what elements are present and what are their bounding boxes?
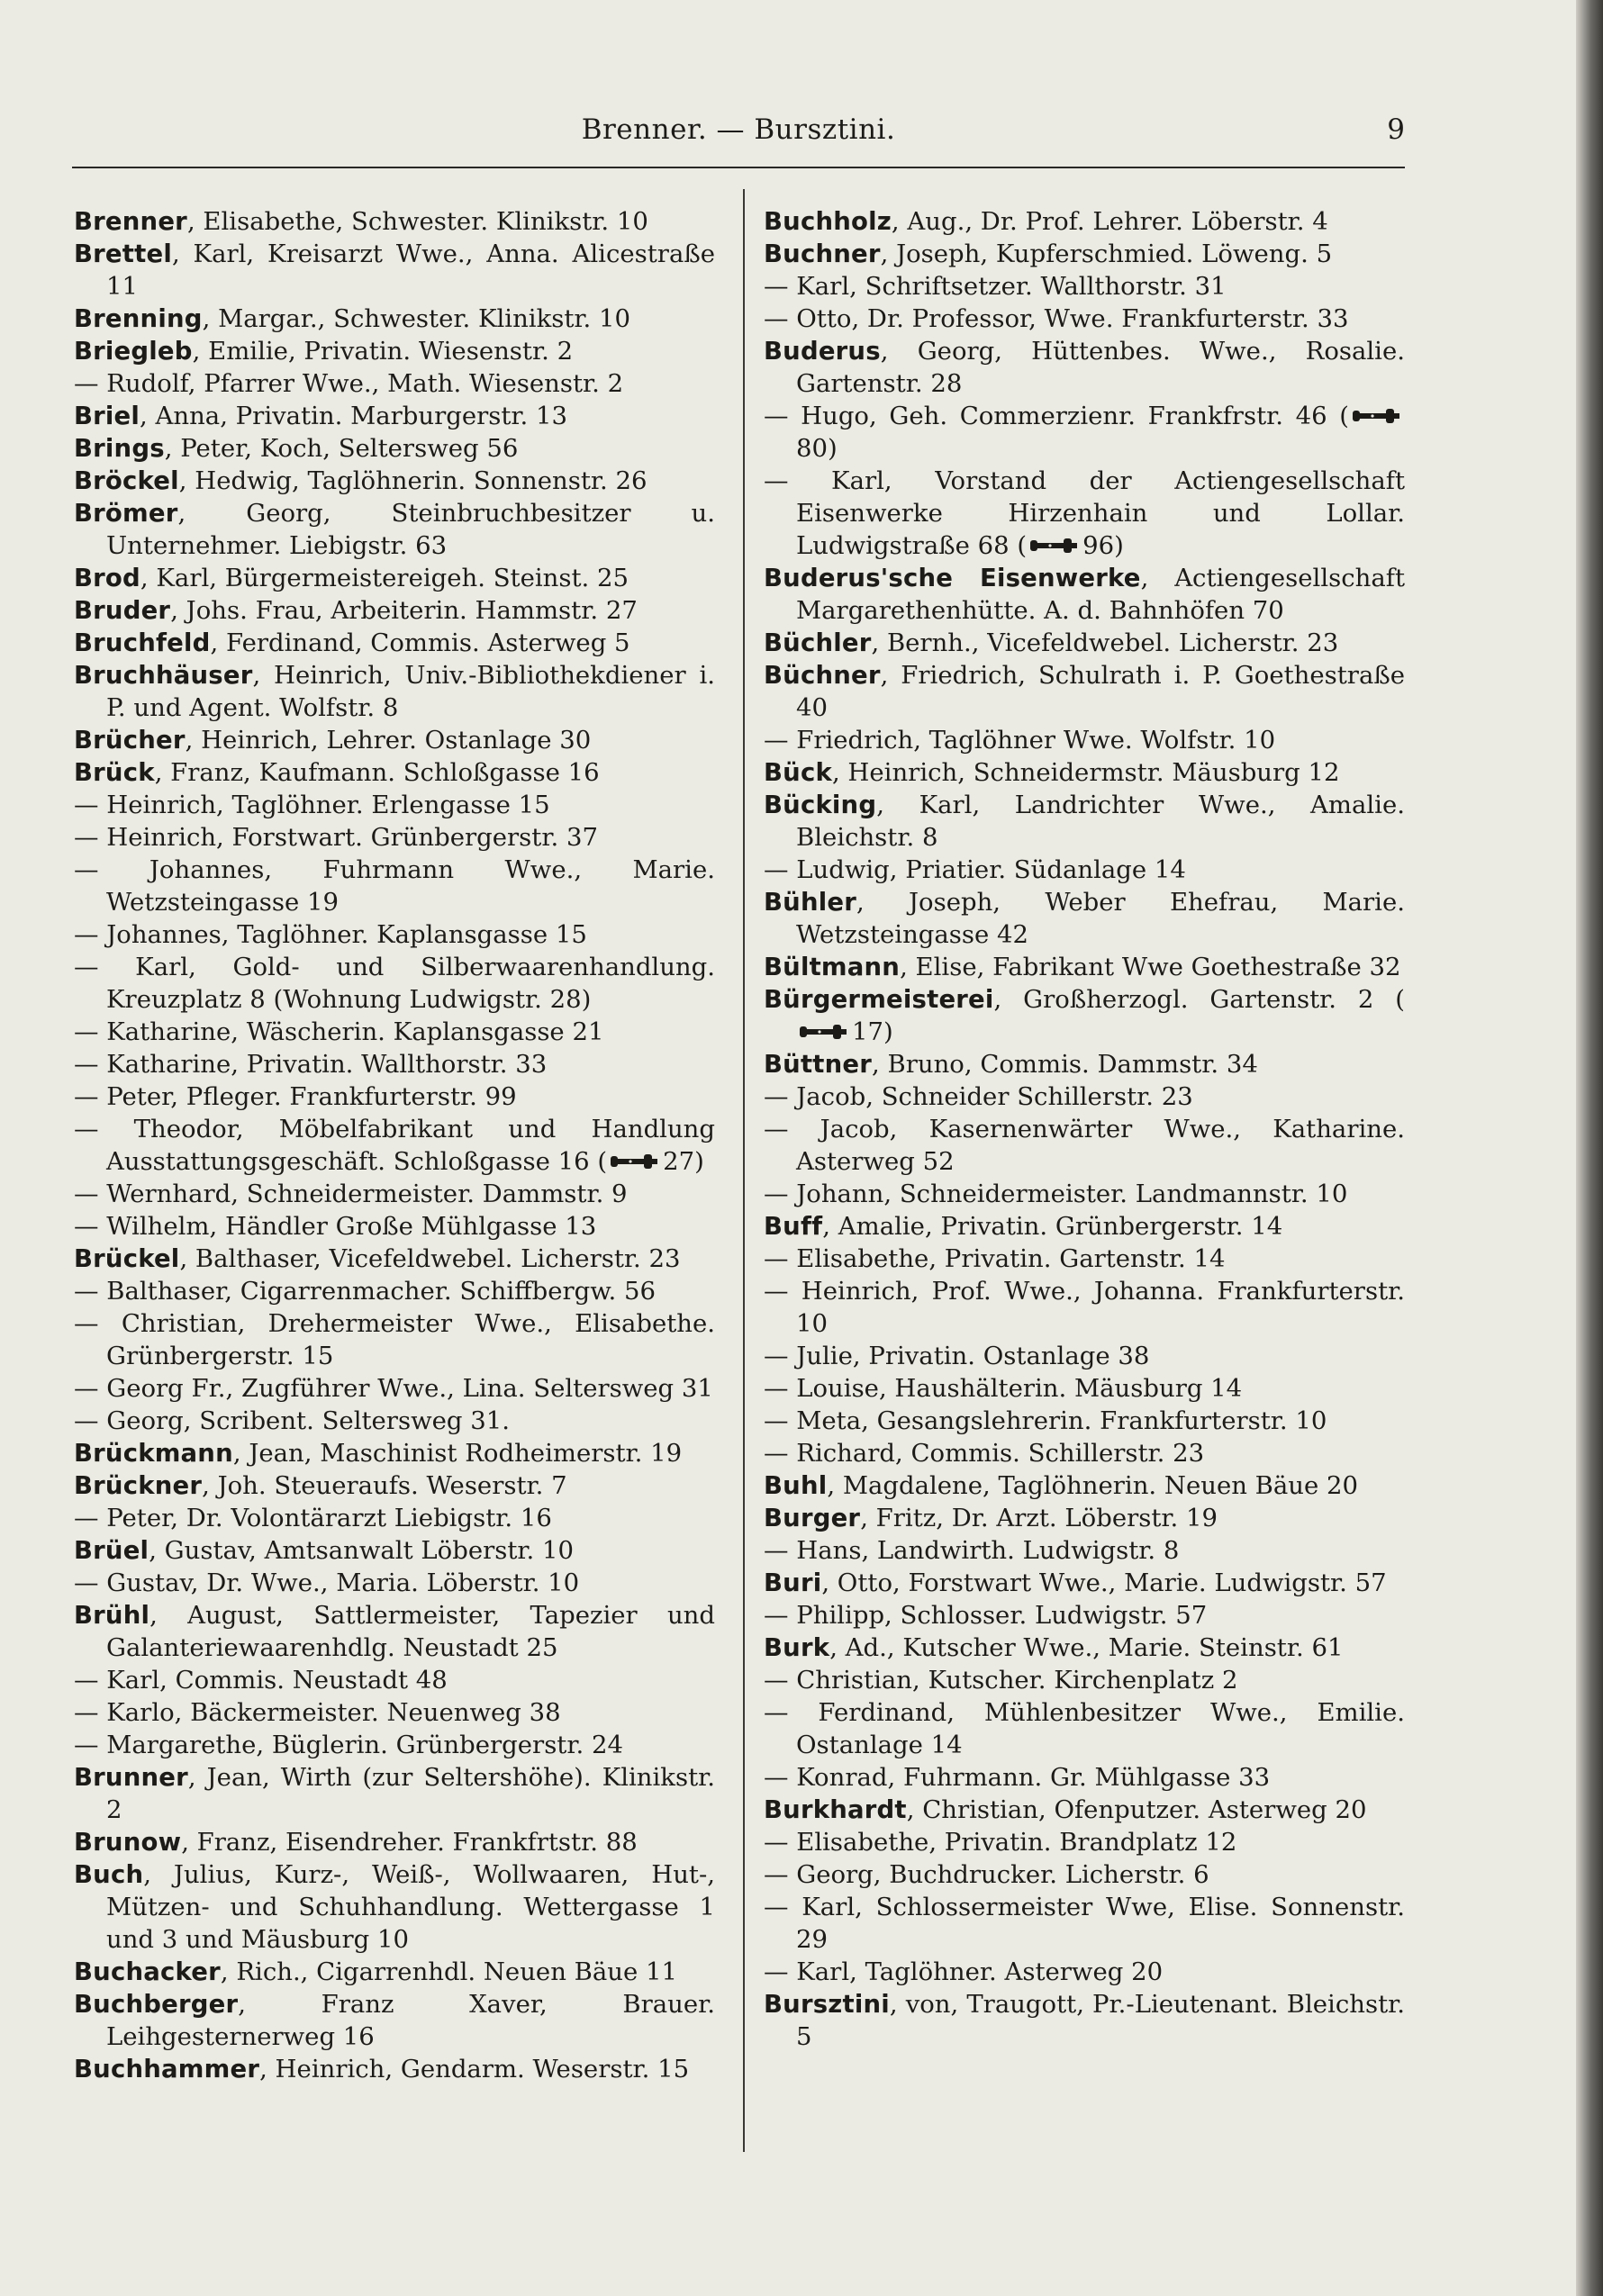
- entry-details: — Georg Fr., Zugführer Wwe., Lina. Seltersweg 31: [74, 1374, 713, 1403]
- telephone-number: 96: [1082, 531, 1115, 560]
- entry-surname: Buchholz: [764, 207, 892, 236]
- entry-surname: Burk: [764, 1633, 830, 1662]
- entry-details: — Karl, Schlossermeister Wwe, Elise. Sonnenstr. 29: [764, 1893, 1405, 1954]
- directory-entry: [764, 627, 1405, 659]
- entry-details: , Julius, Kurz-, Weiß-, Wollwaaren, Hut-, Mützen- und Schuhhandlung. Wettergasse 1 und 3 und Mäusburg 10: [106, 1860, 715, 1954]
- directory-entry: [764, 951, 1405, 983]
- entry-details: — Katharine, Wäscherin. Kaplansgasse 21: [74, 1017, 604, 1046]
- entry-surname: Bürgermeisterei: [764, 985, 994, 1014]
- entry-details: , Friedrich, Schulrath i. P. Goethestraße 40: [796, 661, 1405, 722]
- directory-entry: [764, 303, 1405, 335]
- entry-details: — Karl, Taglöhner. Asterweg 20: [764, 1957, 1164, 1986]
- entry-details: , Christian, Ofenputzer. Asterweg 20: [906, 1795, 1367, 1824]
- entry-surname: Bültmann: [764, 953, 901, 981]
- entry-details: — Richard, Commis. Schillerstr. 23: [764, 1439, 1205, 1468]
- directory-entry: [764, 1113, 1405, 1178]
- entry-details: , Franz, Kaufmann. Schloßgasse 16: [154, 758, 600, 787]
- directory-entry: [74, 1729, 715, 1761]
- directory-entry: [74, 1210, 715, 1243]
- entry-details: , Joseph, Weber Ehefrau, Marie. Wetzsteingasse 42: [796, 888, 1405, 949]
- directory-entry: [74, 1048, 715, 1080]
- directory-entry: [74, 1275, 715, 1307]
- entry-details: — Ludwig, Priatier. Südanlage 14: [764, 855, 1186, 884]
- directory-entry: [74, 1405, 715, 1437]
- directory-entry: [74, 205, 715, 238]
- entry-surname: Brüel: [74, 1536, 149, 1565]
- directory-entry: [764, 562, 1405, 627]
- entry-surname: Bruder: [74, 596, 171, 625]
- directory-entry: [74, 238, 715, 303]
- directory-entry: [764, 1567, 1405, 1599]
- directory-entry: [764, 1437, 1405, 1469]
- entry-surname: Buchacker: [74, 1957, 221, 1986]
- directory-entry: — Karl, Vorstand der Actiengesellschaft Eisenwerke Hirzenhain und Lollar. Ludwigstraße 68 ( 96): [764, 466, 1405, 560]
- entry-details: , Amalie, Privatin. Grünbergerstr. 14: [822, 1212, 1283, 1241]
- entry-details: , Bernh., Vicefeldwebel. Licherstr. 23: [871, 628, 1339, 657]
- entry-details: — Heinrich, Forstwart. Grünbergerstr. 37: [74, 823, 598, 852]
- directory-entry: [764, 1632, 1405, 1664]
- entry-details: — Ferdinand, Mühlenbesitzer Wwe., Emilie. Ostanlage 14: [764, 1698, 1405, 1759]
- entry-details: , von, Traugott, Pr.-Lieutenant. Bleichstr. 5: [796, 1990, 1405, 2051]
- entry-details: , August, Sattlermeister, Tapezier und Galanteriewaarenhdlg. Neustadt 25: [106, 1601, 715, 1662]
- directory-entry: [764, 335, 1405, 400]
- entry-details: , Heinrich, Univ.-Bibliothekdiener i. P. und Agent. Wolfstr. 8: [106, 661, 715, 722]
- directory-entry: [74, 1016, 715, 1048]
- entry-details: , Rich., Cigarrenhdl. Neuen Bäue 11: [220, 1957, 677, 1986]
- entry-surname: Büchler: [764, 628, 872, 657]
- directory-entry: [764, 1210, 1405, 1243]
- entry-surname: Buhl: [764, 1471, 828, 1500]
- entry-details: — Johannes, Fuhrmann Wwe., Marie. Wetzsteingasse 19: [74, 855, 715, 917]
- directory-entry: [74, 1664, 715, 1696]
- telephone-icon: [609, 1152, 659, 1171]
- entry-surname: Buchberger: [74, 1990, 239, 2019]
- entry-surname: Brunner: [74, 1763, 188, 1792]
- entry-details: — Louise, Haushälterin. Mäusburg 14: [764, 1374, 1243, 1403]
- entry-details: , Magdalene, Taglöhnerin. Neuen Bäue 20: [827, 1471, 1359, 1500]
- entry-details: — Johannes, Taglöhner. Kaplansgasse 15: [74, 920, 587, 949]
- directory-entry: [764, 1243, 1405, 1275]
- entry-surname: Buderus: [764, 337, 881, 366]
- entry-details: , Joh. Steueraufs. Weserstr. 7: [202, 1471, 567, 1500]
- directory-entry: [764, 1664, 1405, 1696]
- directory-entry: [764, 1858, 1405, 1891]
- column-left: [74, 205, 715, 2085]
- column-right: [764, 205, 1405, 2053]
- entry-details: , Anna, Privatin. Marburgerstr. 13: [140, 402, 568, 430]
- entry-surname: Brettel: [74, 240, 172, 268]
- directory-entry: [764, 1469, 1405, 1502]
- entry-surname: Brücher: [74, 726, 186, 755]
- directory-entry: [764, 756, 1405, 789]
- entry-surname: Burger: [764, 1504, 861, 1532]
- entry-details: — Theodor, Möbelfabrikant und Handlung Ausstattungsgeschäft. Schloßgasse 16: [74, 1115, 715, 1176]
- directory-entry: [764, 1794, 1405, 1826]
- directory-entry: [74, 432, 715, 465]
- directory-entry: [764, 1534, 1405, 1567]
- entry-details: , Bruno, Commis. Dammstr. 34: [872, 1050, 1258, 1079]
- entry-details: , Gustav, Amtsanwalt Löberstr. 10: [149, 1536, 574, 1565]
- entry-details: , Heinrich, Gendarm. Weserstr. 15: [259, 2055, 690, 2084]
- directory-entry: [764, 1178, 1405, 1210]
- entry-details: , Georg, Hüttenbes. Wwe., Rosalie. Gartenstr. 28: [796, 337, 1405, 398]
- entry-surname: Burkhardt: [764, 1795, 907, 1824]
- directory-entry: [74, 497, 715, 562]
- directory-entry: [764, 1988, 1405, 2053]
- entry-details: — Johann, Schneidermeister. Landmannstr. 10: [764, 1180, 1348, 1208]
- book-binding-edge: [1576, 0, 1603, 2296]
- entry-details: — Philipp, Schlosser. Ludwigstr. 57: [764, 1601, 1208, 1630]
- entry-details: , Margar., Schwester. Klinikstr. 10: [202, 304, 631, 333]
- entry-details: , Hedwig, Taglöhnerin. Sonnenstr. 26: [178, 466, 648, 495]
- directory-entry: Bürgermeisterei, Großherzogl. Gartenstr. 2 ( 17): [764, 985, 1405, 1046]
- entry-details: — Wernhard, Schneidermeister. Dammstr. 9: [74, 1180, 628, 1208]
- page-number: 9: [1387, 113, 1405, 146]
- directory-entry: [764, 1696, 1405, 1761]
- entry-surname: Brückner: [74, 1471, 203, 1500]
- entry-surname: Brod: [74, 564, 140, 592]
- entry-details: , Karl, Landrichter Wwe., Amalie. Bleichstr. 8: [796, 791, 1405, 852]
- entry-surname: Brückmann: [74, 1439, 233, 1468]
- entry-details: , Aug., Dr. Prof. Lehrer. Löberstr. 4: [891, 207, 1328, 236]
- entry-surname: Buchner: [764, 240, 881, 268]
- telephone-icon: [798, 1022, 848, 1042]
- directory-entry: [74, 1761, 715, 1826]
- directory-entry: [74, 1307, 715, 1372]
- directory-entry: [74, 951, 715, 1016]
- entry-surname: Brühl: [74, 1601, 150, 1630]
- directory-entry: — Hugo, Geh. Commerzienr. Frankfrstr. 46 ( 80): [764, 400, 1405, 465]
- entry-details: , Ad., Kutscher Wwe., Marie. Steinstr. 61: [829, 1633, 1344, 1662]
- directory-entry: [74, 1243, 715, 1275]
- directory-entry: [764, 1372, 1405, 1405]
- entry-details: , Jean, Maschinist Rodheimerstr. 19: [232, 1439, 683, 1468]
- entry-details: — Rudolf, Pfarrer Wwe., Math. Wiesenstr. 2: [74, 369, 624, 398]
- directory-entry: [764, 1956, 1405, 1988]
- directory-entry: [74, 1826, 715, 1858]
- entry-details: , Heinrich, Lehrer. Ostanlage 30: [185, 726, 592, 755]
- directory-entry: [74, 1599, 715, 1664]
- directory-entry: [764, 238, 1405, 270]
- directory-entry: [74, 1858, 715, 1956]
- entry-details: , Heinrich, Schneidermstr. Mäusburg 12: [831, 758, 1340, 787]
- directory-entry: [764, 1340, 1405, 1372]
- directory-entry: [74, 627, 715, 659]
- entry-surname: Buri: [764, 1568, 822, 1597]
- directory-entry: [74, 1988, 715, 2053]
- entry-surname: Buch: [74, 1860, 144, 1889]
- entry-details: — Konrad, Fuhrmann. Gr. Mühlgasse 33: [764, 1763, 1271, 1792]
- entry-details: — Karl, Schriftsetzer. Wallthorstr. 31: [764, 272, 1227, 301]
- page-header: [72, 106, 1405, 160]
- directory-entry: [764, 1826, 1405, 1858]
- entry-details: — Otto, Dr. Professor, Wwe. Frankfurterstr. 33: [764, 304, 1349, 333]
- directory-entry: [74, 724, 715, 756]
- entry-surname: Büchner: [764, 661, 881, 690]
- entry-surname: Buchhammer: [74, 2055, 260, 2084]
- entry-surname: Briegleb: [74, 337, 193, 366]
- header-rule: [72, 167, 1405, 168]
- entry-details: — Balthaser, Cigarrenmacher. Schiffbergw. 56: [74, 1277, 657, 1306]
- directory-entry: [74, 821, 715, 854]
- entry-surname: Bühler: [764, 888, 856, 917]
- directory-entry: [764, 1275, 1405, 1340]
- directory-entry: [74, 918, 715, 951]
- entry-surname: Bursztini: [764, 1990, 890, 2019]
- directory-entry: [74, 1567, 715, 1599]
- directory-entry: [74, 1372, 715, 1405]
- directory-entry: [74, 1469, 715, 1502]
- entry-details: — Hans, Landwirth. Ludwigstr. 8: [764, 1536, 1180, 1565]
- directory-entry: [74, 756, 715, 789]
- directory-entry: [74, 562, 715, 594]
- entry-surname: Bücking: [764, 791, 877, 819]
- entry-surname: Brückel: [74, 1244, 180, 1273]
- entry-details: , Franz Xaver, Brauer. Leihgesternerweg 16: [106, 1990, 715, 2051]
- directory-entry: [74, 335, 715, 367]
- entry-surname: Büttner: [764, 1050, 873, 1079]
- directory-entry: [764, 724, 1405, 756]
- entry-surname: Brenning: [74, 304, 203, 333]
- entry-surname: Bruchhäuser: [74, 661, 253, 690]
- entry-details: , Otto, Forstwart Wwe., Marie. Ludwigstr. 57: [821, 1568, 1387, 1597]
- directory-entry: [764, 659, 1405, 724]
- directory-entry: [764, 205, 1405, 238]
- directory-entry: — Theodor, Möbelfabrikant und Handlung Ausstattungsgeschäft. Schloßgasse 16 ( 27): [74, 1115, 715, 1176]
- telephone-icon: [1351, 406, 1401, 426]
- telephone-number: 80: [796, 434, 828, 463]
- entry-details: — Georg, Buchdrucker. Licherstr. 6: [764, 1860, 1209, 1889]
- directory-entry: [764, 1048, 1405, 1080]
- entry-details: — Friedrich, Taglöhner Wwe. Wolfstr. 10: [764, 726, 1276, 755]
- entry-surname: Bröckel: [74, 466, 179, 495]
- entry-details: , Elisabethe, Schwester. Klinikstr. 10: [186, 207, 648, 236]
- entry-surname: Brunow: [74, 1828, 182, 1857]
- directory-entry: [764, 886, 1405, 951]
- telephone-number: 17: [852, 1017, 883, 1046]
- entry-surname: Brenner: [74, 207, 187, 236]
- entry-surname: Briel: [74, 402, 140, 430]
- entry-details: — Elisabethe, Privatin. Gartenstr. 14: [764, 1244, 1226, 1273]
- entry-surname: Brömer: [74, 499, 178, 528]
- entry-surname: Bück: [764, 758, 832, 787]
- column-divider: [743, 189, 745, 2152]
- directory-entry: [74, 1696, 715, 1729]
- entry-details: , Emilie, Privatin. Wiesenstr. 2: [192, 337, 574, 366]
- directory-entry: [74, 465, 715, 497]
- entry-details: — Wilhelm, Händler Große Mühlgasse 13: [74, 1212, 597, 1241]
- entry-surname: Bruchfeld: [74, 628, 211, 657]
- entry-details: — Heinrich, Taglöhner. Erlengasse 15: [74, 791, 550, 819]
- directory-entry: [74, 400, 715, 432]
- entry-details: , Joseph, Kupferschmied. Löweng. 5: [880, 240, 1333, 268]
- entry-surname: Brück: [74, 758, 155, 787]
- entry-details: , Elise, Fabrikant Wwe Goethestraße 32: [900, 953, 1401, 981]
- telephone-icon: [1028, 536, 1079, 556]
- entry-details: — Elisabethe, Privatin. Brandplatz 12: [764, 1828, 1237, 1857]
- entry-details: , Ferdinand, Commis. Asterweg 5: [210, 628, 630, 657]
- directory-entry: [764, 789, 1405, 854]
- directory-entry: [764, 1761, 1405, 1794]
- entry-details: — Peter, Dr. Volontärarzt Liebigstr. 16: [74, 1504, 552, 1532]
- entry-details: — Christian, Drehermeister Wwe., Elisabethe. Grünbergerstr. 15: [74, 1309, 715, 1370]
- telephone-number: 27: [663, 1147, 695, 1176]
- entry-details: , Actiengesellschaft Margarethenhütte. A. d. Bahnhöfen 70: [796, 564, 1405, 625]
- directory-entry: [74, 789, 715, 821]
- entry-surname: Brings: [74, 434, 165, 463]
- entry-details: , Franz, Eisendreher. Frankfrtstr. 88: [181, 1828, 638, 1857]
- entry-details: , Georg, Steinbruchbesitzer u. Unternehmer. Liebigstr. 63: [106, 499, 715, 560]
- directory-entry: [74, 594, 715, 627]
- directory-entry: [74, 1437, 715, 1469]
- entry-details: — Heinrich, Prof. Wwe., Johanna. Frankfurterstr. 10: [764, 1277, 1405, 1338]
- entry-details: , Balthaser, Vicefeldwebel. Licherstr. 23: [179, 1244, 681, 1273]
- entry-details: , Fritz, Dr. Arzt. Löberstr. 19: [860, 1504, 1218, 1532]
- entry-details: — Christian, Kutscher. Kirchenplatz 2: [764, 1666, 1238, 1695]
- entry-details: — Peter, Pfleger. Frankfurterstr. 99: [74, 1082, 517, 1111]
- entry-details: — Hugo, Geh. Commerzienr. Frankfrstr. 46: [764, 402, 1327, 430]
- directory-entry: [74, 1080, 715, 1113]
- entry-details: — Karlo, Bäckermeister. Neuenweg 38: [74, 1698, 561, 1727]
- directory-entry: [74, 2053, 715, 2085]
- directory-entry: [74, 1956, 715, 1988]
- entry-details: — Meta, Gesangslehrerin. Frankfurterstr. 10: [764, 1406, 1327, 1435]
- entry-details: , Jean, Wirth (zur Seltershöhe). Klinikstr. 2: [106, 1763, 715, 1824]
- entry-details: — Gustav, Dr. Wwe., Maria. Löberstr. 10: [74, 1568, 580, 1597]
- directory-entry: [74, 1178, 715, 1210]
- entry-details: , Johs. Frau, Arbeiterin. Hammstr. 27: [170, 596, 638, 625]
- entry-details: , Karl, Bürgermeistereigeh. Steinst. 25: [140, 564, 629, 592]
- entry-details: — Georg, Scribent. Seltersweg 31.: [74, 1406, 510, 1435]
- directory-entry: [764, 1599, 1405, 1632]
- directory-entry: [764, 1891, 1405, 1956]
- directory-entry: [764, 1080, 1405, 1113]
- entry-details: — Jacob, Schneider Schillerstr. 23: [764, 1082, 1193, 1111]
- entry-details: — Karl, Vorstand der Actiengesellschaft Eisenwerke Hirzenhain und Lollar. Ludwigstraße 68: [764, 466, 1405, 560]
- entry-details: — Karl, Gold- und Silberwaarenhandlung. Kreuzplatz 8 (Wohnung Ludwigstr. 28): [74, 953, 715, 1014]
- entry-details: , Karl, Kreisarzt Wwe., Anna. Alicestraße 11: [106, 240, 715, 301]
- entry-details: — Jacob, Kasernenwärter Wwe., Katharine. Asterweg 52: [764, 1115, 1405, 1176]
- directory-entry: [74, 1534, 715, 1567]
- directory-entry: [74, 659, 715, 724]
- directory-entry: [764, 854, 1405, 886]
- directory-entry: [74, 1502, 715, 1534]
- entry-surname: Buderus'sche Eisenwerke: [764, 564, 1141, 592]
- entry-details: — Karl, Commis. Neustadt 48: [74, 1666, 448, 1695]
- directory-entry: [74, 854, 715, 918]
- entry-details: , Großherzogl. Gartenstr. 2: [993, 985, 1374, 1014]
- entry-surname: Buff: [764, 1212, 823, 1241]
- directory-entry: [74, 367, 715, 400]
- entry-details: — Margarethe, Büglerin. Grünbergerstr. 24: [74, 1731, 623, 1759]
- entry-details: — Julie, Privatin. Ostanlage 38: [764, 1342, 1150, 1370]
- entry-details: — Katharine, Privatin. Wallthorstr. 33: [74, 1050, 548, 1079]
- directory-entry: [764, 270, 1405, 303]
- running-head: Brenner. — Bursztini.: [581, 113, 896, 146]
- entry-details: , Peter, Koch, Seltersweg 56: [164, 434, 519, 463]
- directory-entry: [764, 1502, 1405, 1534]
- directory-entry: [764, 1405, 1405, 1437]
- directory-entry: [74, 303, 715, 335]
